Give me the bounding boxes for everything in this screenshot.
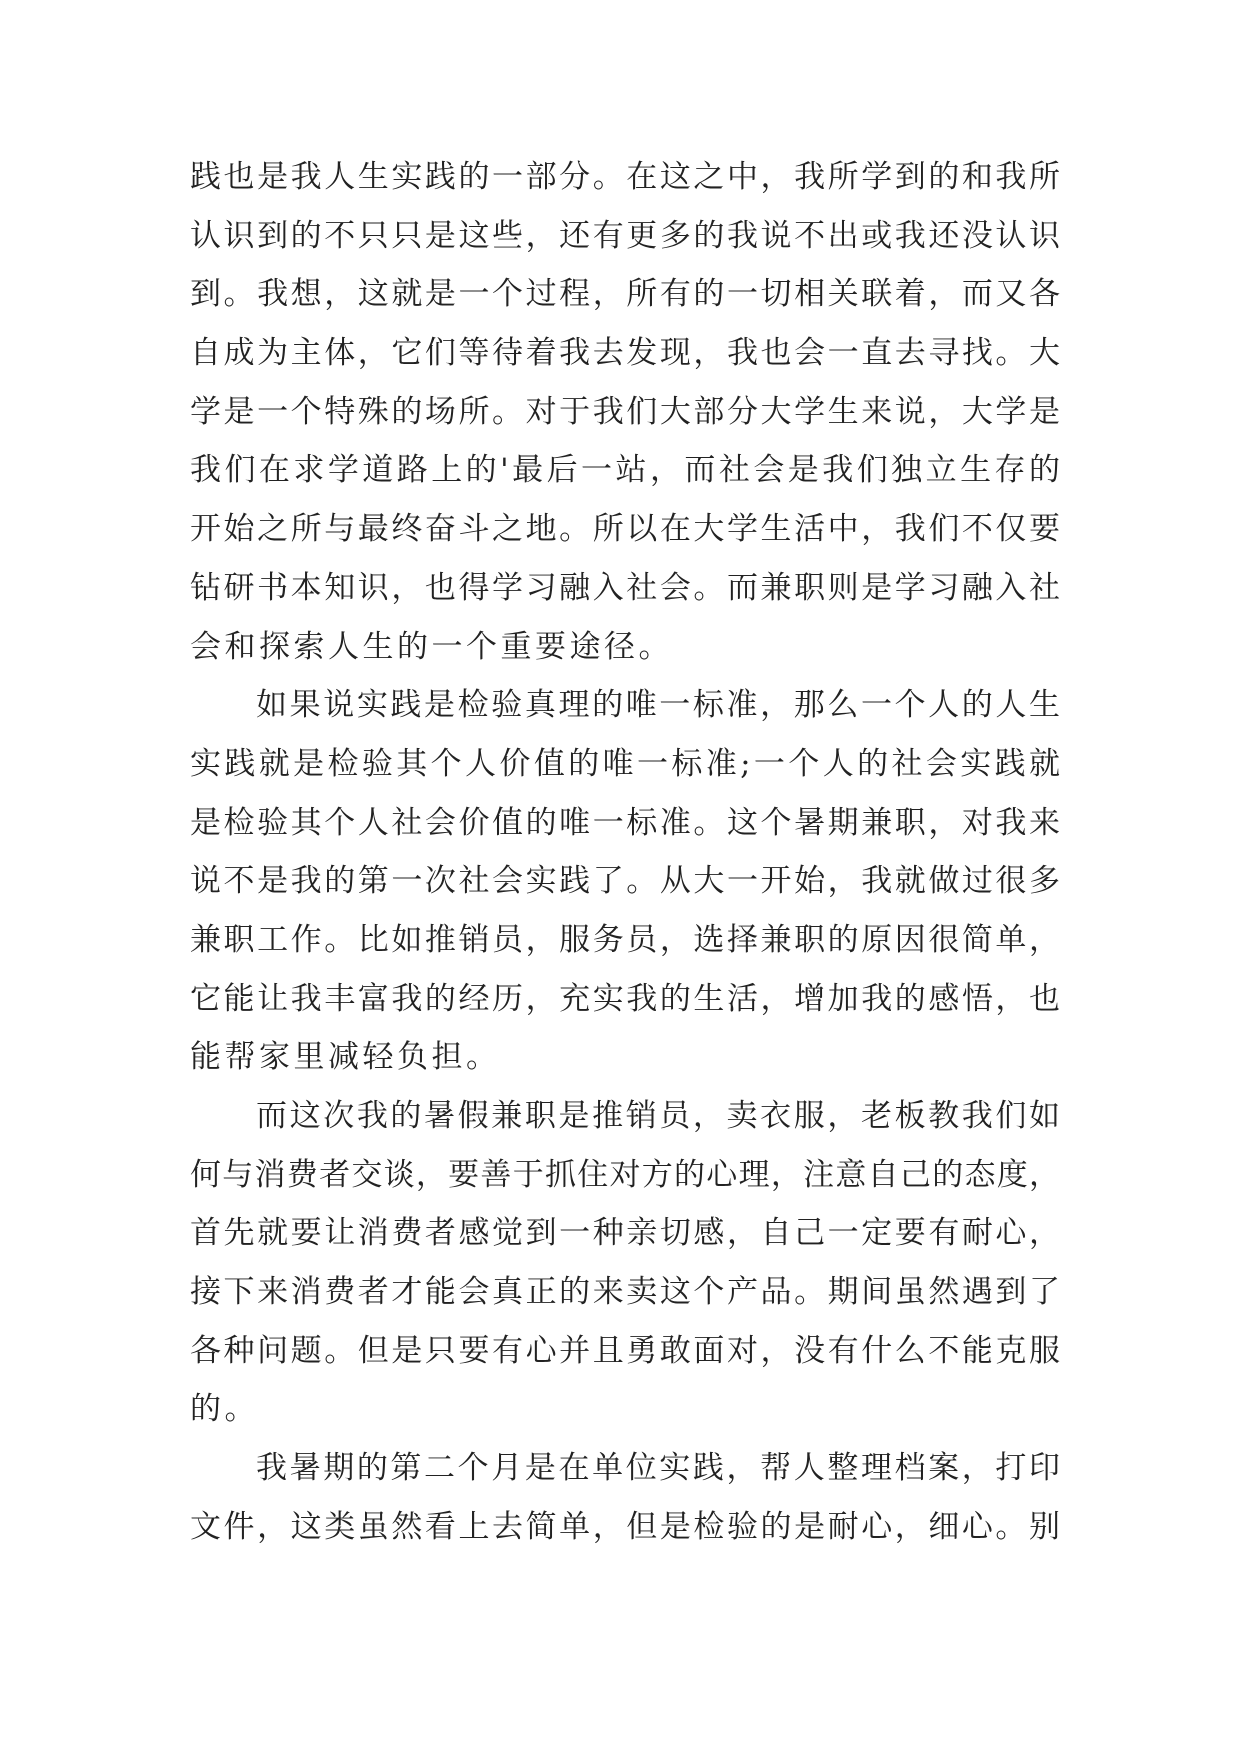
paragraph-2: [190, 685, 1060, 1096]
text-line: 它能让我丰富我的经历，充实我的生活，增加我的感悟，也: [190, 980, 1060, 1017]
text-line: 如果说实践是检验真理的唯一标准，那么一个人的人生: [256, 687, 1060, 724]
text-line: 何与消费者交谈，要善于抓住对方的心理，注意自己的态度，: [190, 1156, 1060, 1193]
text-line: 我们在求学道路上的'最后一站，而社会是我们独立生存的: [190, 452, 1060, 489]
text-line: 各种问题。但是只要有心并且勇敢面对，没有什么不能克服: [190, 1332, 1060, 1369]
text-line: 首先就要让消费者感觉到一种亲切感，自己一定要有耐心，: [190, 1215, 1060, 1252]
text-line: 的。: [190, 1391, 259, 1428]
text-line: 学是一个特殊的场所。对于我们大部分大学生来说，大学是: [190, 393, 1060, 430]
text-line: 是检验其个人社会价值的唯一标准。这个暑期兼职，对我来: [190, 804, 1060, 841]
text-line: 会和探索人生的一个重要途径。: [190, 628, 673, 665]
text-line: 实践就是检验其个人价值的唯一标准;一个人的社会实践就: [190, 745, 1060, 782]
text-line: 我暑期的第二个月是在单位实践，帮人整理档案，打印: [256, 1450, 1060, 1487]
text-line: 兼职工作。比如推销员，服务员，选择兼职的原因很简单，: [190, 921, 1060, 958]
body-text: [190, 157, 1060, 1566]
text-line: 到。我想，这就是一个过程，所有的一切相关联着，而又各: [190, 276, 1060, 313]
paragraph-3: [190, 1096, 1060, 1448]
text-line: 接下来消费者才能会真正的来卖这个产品。期间虽然遇到了: [190, 1274, 1060, 1311]
text-line: 能帮家里减轻负担。: [190, 1039, 501, 1076]
text-line: 践也是我人生实践的一部分。在这之中，我所学到的和我所: [190, 159, 1060, 195]
text-line: 钻研书本知识，也得学习融入社会。而兼职则是学习融入社: [190, 569, 1060, 606]
text-line: 自成为主体，它们等待着我去发现，我也会一直去寻找。大: [190, 335, 1060, 372]
paragraph-1: [190, 157, 1060, 685]
text-line: 认识到的不只只是这些，还有更多的我说不出或我还没认识: [190, 217, 1060, 254]
text-line: 而这次我的暑假兼职是推销员，卖衣服，老板教我们如: [256, 1098, 1060, 1134]
text-line: 文件，这类虽然看上去简单，但是检验的是耐心，细心。别: [190, 1508, 1060, 1545]
text-line: 说不是我的第一次社会实践了。从大一开始，我就做过很多: [190, 863, 1060, 900]
paragraph-4: [190, 1448, 1060, 1565]
text-line: 开始之所与最终奋斗之地。所以在大学生活中，我们不仅要: [190, 511, 1060, 548]
